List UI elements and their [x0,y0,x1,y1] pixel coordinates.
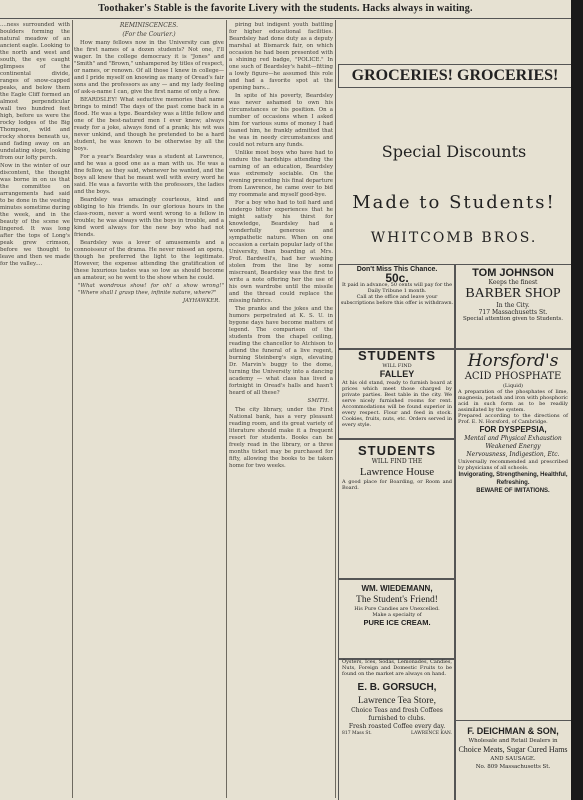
deichman-wholesale: Wholesale and Retail Dealers in [468,738,558,744]
paragraph: For a year's Beardsley was a student at Lawrence, and he was a good one as a man with us. He was a fine fellow, as they said, whenever he wanted, and the boys all knew that he meant well with every word he said. He was a favorite with the professors, the ladies and the boys. [74,154,224,195]
whitcomb-bros-name: WHITCOMB BROS. [370,230,538,246]
made-to-students-heading: Made to Students! [352,192,556,213]
lh-will-find: WILL FIND THE [371,458,423,465]
barber-ad [454,264,571,350]
wiedemann-text: Oysters, Ices, Sodas, Lemonades, Candies, Nuts, Foreign and Domestic Fruits to be found on the market are always on hand. [342,659,452,677]
barber-shop-title: BARBER SHOP [465,286,561,301]
paragraph: The pranks and the jokes and the humors perpetrated at K. S. U. in bygone days have become matters of legend. The comparison of the students from the chapel ceiling, reading the chancellor to Atchison to attend the funeral of a live regent, burning Steinberg's sign, elevating Dr. Marvin's buggy to the dome, turning the University into a dancing academy — what class has lived a fortnight in Oread's halls and hasn't heard of all these? [229,306,333,396]
deichman-sausage: AND SAUSAGE. [490,756,536,762]
article-column-2 [74,22,224,798]
barber-keeps: Keeps the finest [488,279,538,286]
tribune-ad-heading: Don't Miss This Chance. [356,266,438,273]
barber-note: Special attention given to Students. [462,316,564,322]
wiedemann-ad [338,578,456,660]
gorsuch-name: E. B. GORSUCH, [357,682,437,693]
paragraph: For a boy who had to toil hard and undergo bitter experiences that he might satisfy his thirst for knowledge, Beardsley had a wonderfully generous and sympathetic nature. When on one occasion a certain popular lady of the University, then boarding at Mrs. Prof. Bardwell's, had her washing stolen from the line by some miscreant, Beardsley was the first to write a note offering her the use of his own wardrobe until the missile and the thread could replace the missing fabrics. [229,200,333,304]
signature: SMITH. [307,398,329,404]
special-discounts-heading: Special Discounts [381,142,527,161]
horsford-beware: BEWARE OF IMITATIONS. [476,488,550,494]
wiedemann-ice-cream: PURE ICE CREAM. [363,618,431,627]
lh-students: STUDENTS [357,443,437,458]
page-header-banner: Toothaker's Stable is the favorite Livery with the students. Hacks always in waiting. [0,0,571,19]
wiedemann-specialty: Make a specialty of [372,612,422,618]
horsford-nervous: Nervousness, Indigestion, Etc. [466,451,560,458]
signature: JAYHAWKER. [182,298,220,304]
lh-text: A good place for Boarding, or Room and Board. [342,479,452,491]
article-title: REMINISCENCES. [119,22,179,29]
tribune-ad-footer: Call at the office and leave your subscriptions before this offer is withdrawn. [340,294,454,306]
paragraph: Unlike most boys who have had to endure the hardships attending the earning of an education, Beardsley was extremely sociable. On the evening preceding his final departure from Lawrence, he came over to bid my roommate and myself good-bye. [229,150,333,198]
deichman-name: F. DEICHMAN & SON, [467,726,559,736]
article-subtitle: (For the Courier.) [122,31,176,38]
falley-text: At his old stand, ready to furnish board at prices which meet those charged by private parties. Best table in the city. We serve nicely furnished rooms for rent. Accommodations will be found superior in every respect. Flour and feed in stock. Cookies, fruits, nuts, etc. Orders served in every style. [342,380,452,428]
barber-name: TOM JOHNSON [472,267,554,279]
column-rule [335,20,336,798]
paragraph: Now in the winter of our discontent, the thought was borne in on us that the committee on arrangements had said to be done in the vesting minutes sometime during the week, and in the beauty of the scene we lingered. It was long after the tops of Long's peak grew crimson, before we thought to leave and then we made for the valley.... [0,163,70,267]
horsford-weakened: Weakened Energy [485,443,541,450]
poem-quote: "What wondrous show! for oh! a show wrong!" "Where shall I grasp thee, infinite nature, where?" [78,283,224,296]
paragraph: Beardsley was amazingly courteous, kind and obliging to his friends. In our glorious hours in the class-room, never a word went wrong to a fellow in trouble; he was always with the boys in trouble, and a kind word always for the new boy who had not friends. [74,197,224,238]
tea-fresh: Fresh roasted Coffee every day. [348,723,446,730]
horsford-text: A preparation of the phosphates of lime, magnesia, potash and iron with phosphoric acid in such form as to be readily assimilated by the system. [458,389,568,413]
horsford-title: Horsford's [467,351,559,371]
gorsuch-city: LAWRENCE KAN. [411,731,452,736]
deichman-ad [454,720,571,800]
column-rule [72,20,73,798]
deichman-address: No. 809 Massachusetts St. [475,764,551,770]
tribune-ad [338,264,456,350]
gorsuch-footer [339,731,455,737]
horsford-recommend: Universally recommended and prescribed by physicians of all schools. [458,459,568,471]
wiedemann-friend: The Student's Friend! [356,595,438,605]
article-column-3 [229,22,333,798]
horsford-liquid: (Liquid) [502,383,524,389]
paragraph: In spite of his poverty, Beardsley was never ashamed to own his circumstances or his position. On a number of occasions when I asked him for various sums of money I had loaned him, he frankly admitted that he was in needy circumstances and could not return any funds. [229,93,333,148]
paragraph: How many fellows now in the University can give the first names of a dozen students? Not one, I'll wager. In the college democracy it is "Jones" and "Smith" and "Brown," unhampered by titles of respect, or names, or renown. Of all those I knew in college—and I pride myself on knowing as many of Oread's fair sons and the professors as any — and my lady feeling of ask-a-name I can, give the first name of only a few. [74,40,224,95]
paragraph: The city library, under the First National bank, has a very pleasant reading room, and its great variety of literature should make it a frequent resort for students. Books can be freely read in the library, or a three months ticket may be purchased for fifty, allowing the books to be taken home for two weeks. [229,407,333,469]
gorsuch-address: 817 Mass St. [342,731,372,736]
paragraph: Beardsley was a lover of amusements and a connoisseur of the drama. He never missed an opera, though he preferred the light to the legitimate. However, the expense attending the gratification of these luxurious tastes was so low as should become an amateur, so he went to the show when he could. [74,240,224,281]
barber-address: 717 Massachusetts St. [478,309,548,316]
tea-store-name: Lawrence Tea Store, [357,696,437,706]
tea-choice: Choice Teas and fresh Coffees furnished to clubs. [351,707,443,722]
wiedemann-candies: His Pure Candies are Unexcelled. [354,606,440,612]
column-rule [226,20,227,798]
barber-city: In the City. [496,302,530,309]
paragraph: ....ness surrounded with boulders forming the natural meadow of an ancient eagle. Looking to the north and west and south, the eye caught glimpses of the continental divide, ranges of snow-capped peaks, and below them the Eagle Cliff formed an almost perpendicular wall two hundred feet high, before us were the rocky lodges of the Big Thompson, wild and rocky shores beneath us, and fading away on an undulating slope, looking from our lofty perch. [0,22,70,161]
tribune-ad-text: It paid in advance, 50 cents will pay for the Daily Tribune 1 month. [341,282,453,294]
deichman-meats: Choice Meats, Sugar Cured Hams [458,745,568,754]
paragraph: piring but indigent youth battling for higher educational facilities. Beardsley had done duty as a deputy marshal at Bismarck fair, on which occasion he had been presented with a shining red badge, "POLICE." In one such of Beardsley's habit—fitting a lowly figure—he assumed this role and had a favorite spot at the opening bars... [229,22,333,91]
falley-students: STUDENTS [357,348,437,363]
horsford-invigorating: Invigorating, Strengthening, Healthful, Refreshing. [458,472,568,486]
horsford-mental: Mental and Physical Exhaustion [464,435,562,442]
advertisements-column [338,20,571,800]
horsford-acid: ACID PHOSPHATE [464,371,562,382]
horsford-dyspepsia: FOR DYSPEPSIA, [479,425,547,434]
gorsuch-ad [338,658,456,800]
tribune-price: 50c. [385,271,409,285]
lh-name: Lawrence House [359,466,435,478]
wiedemann-name: WM. WIEDEMANN, [361,584,433,593]
lawrence-house-ad [338,438,456,580]
horsford-prepared: Prepared according to the directions of Prof. E. N. Horsford, of Cambridge. [458,413,568,425]
article-column-1 [0,22,70,798]
paragraph: BEARDSLEY! What seductive memories that name brings to mind! The days of the past come back in a flood. He was a type. Beardsley was a little fellow and one of the best-natured men I ever knew; always ready for a joke, always fond of a prank; his wit was never unkind, and though he pretended to be a hard student, he was known to be otherwise by all the boys. [74,97,224,152]
falley-ad [338,348,456,440]
falley-will-find: WILL FIND [382,363,412,369]
falley-name: FALLEY [379,369,415,379]
groceries-ad-heading: GROCERIES! GROCERIES! [338,64,571,88]
